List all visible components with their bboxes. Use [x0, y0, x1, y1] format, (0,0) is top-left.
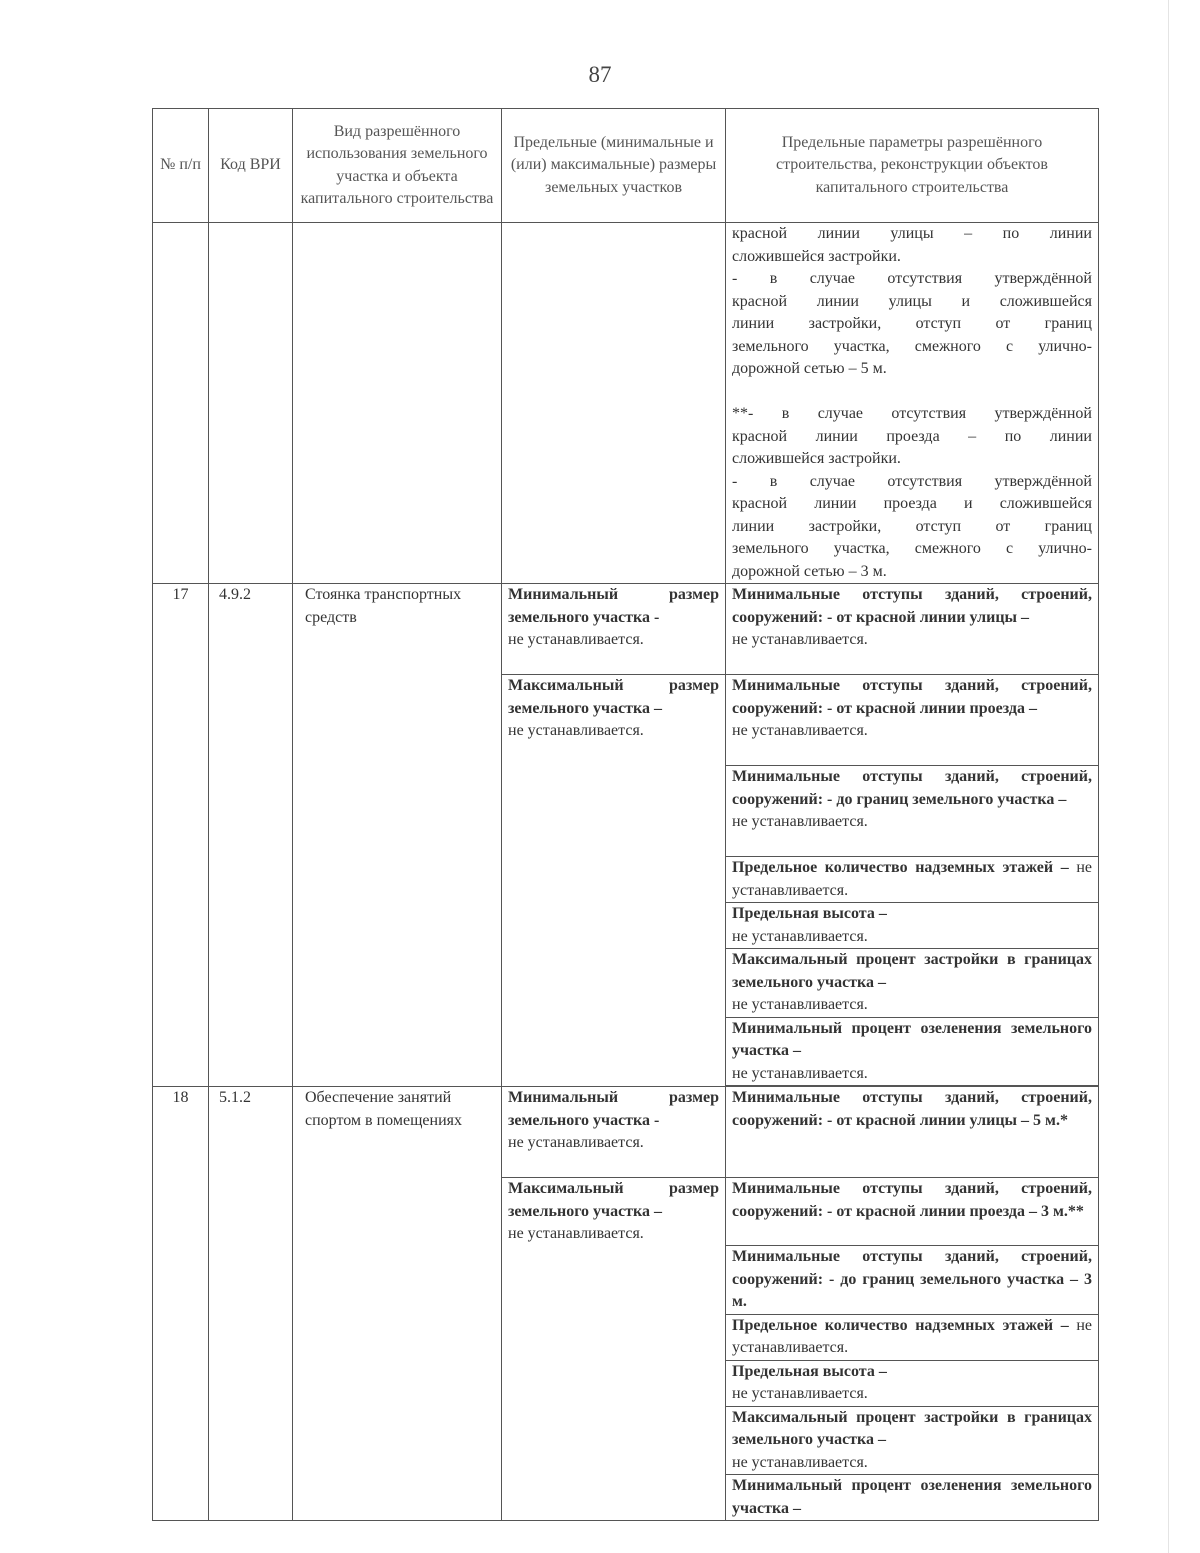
table-row — [153, 584, 1099, 675]
continuation-line: **- в случае отсутствия утверждённой — [732, 405, 1092, 422]
continuation-line: - в случае отсутствия утверждённой — [732, 472, 1092, 490]
row-code: 4.9.2 — [209, 584, 293, 1087]
param-cell: Максимальный процент застройки в границах земельного участка – не устанавливается. — [726, 949, 1099, 1018]
row-number: 18 — [153, 1087, 209, 1521]
header-num: № п/п — [153, 109, 209, 223]
continuation-line: линии застройки, отступ от границ — [732, 315, 1092, 332]
header-code: Код ВРИ — [209, 109, 293, 223]
max-plot-size: Максимальный размер земельного участка – не устанавливается. — [502, 675, 726, 1087]
min-plot-size: Минимальный размер земельного участка - не устанавливается. — [502, 1087, 726, 1178]
continuation-line: красной линии проезда и сложившейся — [732, 495, 1092, 512]
param-cell: Минимальный процент озеленения земельного участка – — [726, 1475, 1099, 1521]
continuation-line: дорожной сетью – 3 м. — [732, 562, 887, 580]
continuation-line: земельного участка, смежного с улично- — [732, 337, 1092, 355]
row-code: 5.1.2 — [209, 1087, 293, 1521]
max-plot-size: Максимальный размер земельного участка – не устанавливается. — [502, 1178, 726, 1521]
param-cell: Максимальный процент застройки в границах земельного участка – не устанавливается. — [726, 1406, 1099, 1475]
continuation-block-b — [732, 403, 1092, 583]
param-cell: Минимальные отступы зданий, строений, сооружений: - от красной линии улицы – не устанавливается. — [726, 584, 1099, 675]
continuation-text — [726, 223, 1099, 584]
min-plot-size: Минимальный размер земельного участка - не устанавливается. — [502, 584, 726, 675]
page-number: 87 — [588, 62, 612, 87]
table-row — [153, 1087, 1099, 1178]
continuation-block-a — [732, 223, 1092, 381]
row-use-type: Обеспечение занятий спортом в помещениях — [293, 1087, 502, 1521]
continuation-line: красной линии проезда – по линии — [732, 427, 1092, 445]
param-cell: Предельное количество надземных этажей – не устанавливается. — [726, 857, 1099, 903]
param-cell: Минимальные отступы зданий, строений, сооружений: - от красной линии проезда – не устанавливается. — [726, 675, 1099, 766]
continuation-line: линии застройки, отступ от границ — [732, 517, 1092, 535]
header-use-type: Вид разрешённого использования земельного участка и объекта капитального строительства — [293, 109, 502, 223]
row-use-type: Стоянка транспортных средств — [293, 584, 502, 1087]
continuation-line: земельного участка, смежного с улично- — [732, 540, 1092, 557]
param-cell: Предельная высота – не устанавливается. — [726, 903, 1099, 949]
continuation-row — [153, 223, 1099, 584]
param-cell: Минимальные отступы зданий, строений, сооружений: - до границ земельного участка – 3 м. — [726, 1246, 1099, 1315]
table-header-row — [153, 109, 1099, 223]
continuation-line: дорожной сетью – 5 м. — [732, 360, 887, 377]
scan-edge-line — [1168, 0, 1169, 1553]
param-cell: Минимальный процент озеленения земельного участка – не устанавливается. — [726, 1017, 1099, 1086]
continuation-line: - в случае отсутствия утверждённой — [732, 270, 1092, 287]
continuation-line: красной линии улицы и сложившейся — [732, 292, 1092, 310]
param-cell: Минимальные отступы зданий, строений, сооружений: - до границ земельного участка – не устанавливается. — [726, 766, 1099, 857]
continuation-line: сложившейся застройки. — [732, 247, 901, 265]
param-cell: Минимальные отступы зданий, строений, сооружений: - от красной линии улицы – 5 м.* — [726, 1087, 1099, 1178]
zoning-table — [152, 108, 1099, 1521]
param-cell: Предельное количество надземных этажей – не устанавливается. — [726, 1314, 1099, 1360]
row-number: 17 — [153, 584, 209, 1087]
param-cell: Минимальные отступы зданий, строений, сооружений: - от красной линии проезда – 3 м.** — [726, 1178, 1099, 1246]
continuation-line: сложившейся застройки. — [732, 450, 901, 467]
continuation-line: красной линии улицы – по линии — [732, 225, 1092, 242]
header-params: Предельные параметры разрешённого строительства, реконструкции объектов капитального строительства — [726, 109, 1099, 223]
header-plot-sizes: Предельные (минимальные и (или) максимальные) размеры земельных участков — [502, 109, 726, 223]
param-cell: Предельная высота – не устанавливается. — [726, 1360, 1099, 1406]
